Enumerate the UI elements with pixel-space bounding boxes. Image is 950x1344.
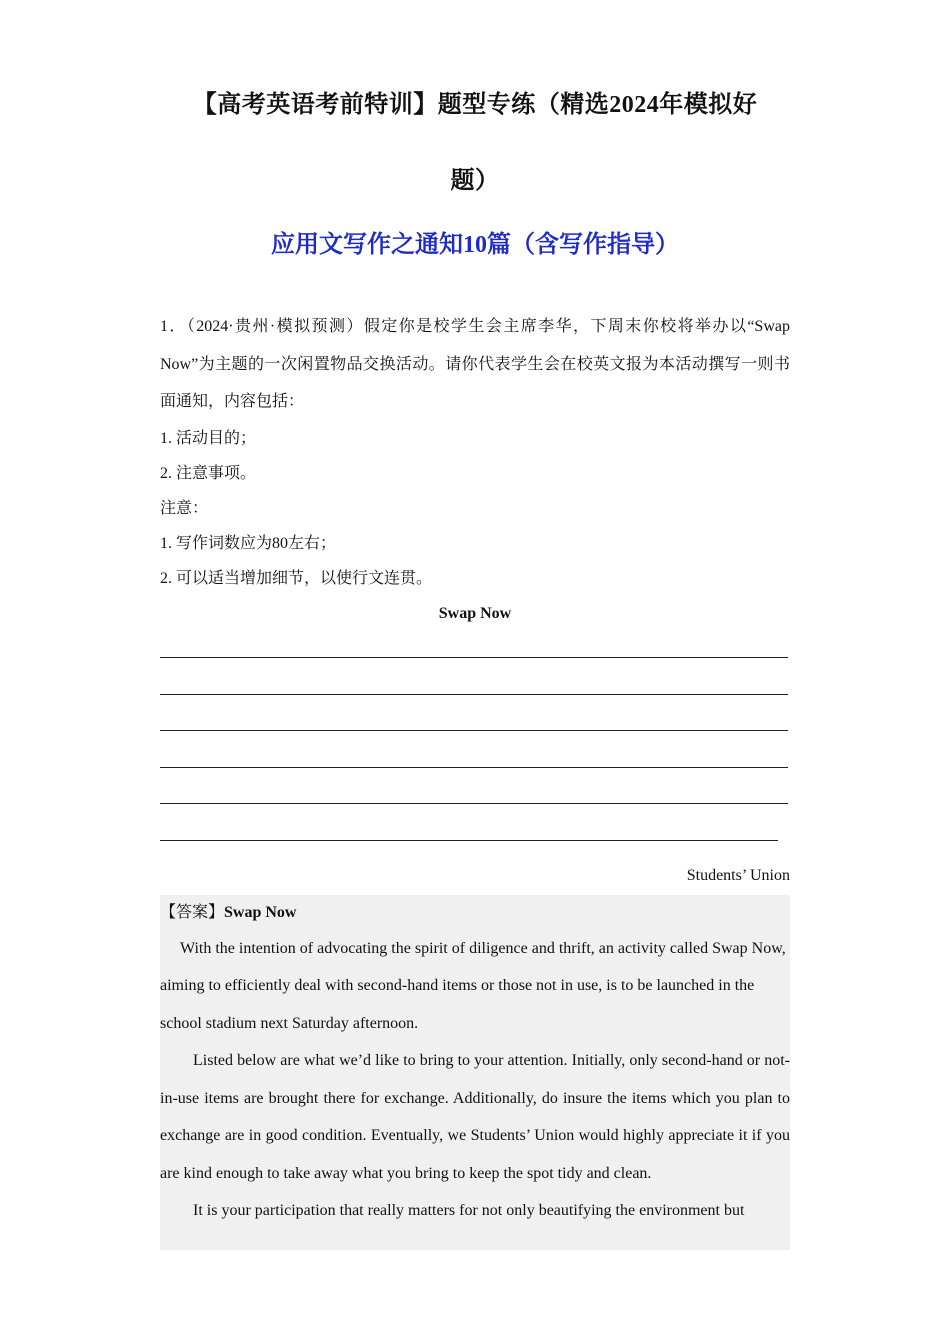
writing-line xyxy=(160,631,790,668)
signature: Students’ Union xyxy=(686,866,790,884)
writing-line xyxy=(160,667,790,704)
answer-heading xyxy=(160,895,790,930)
content-point-1: 1. 活动目的； xyxy=(160,429,257,447)
note-1: 1. 写作词数应为80左右； xyxy=(160,534,337,552)
writing-line xyxy=(160,777,790,814)
notes-label: 注意： xyxy=(160,499,209,517)
main-title-line-2: 题） xyxy=(450,168,500,194)
essay-title: Swap Now xyxy=(438,604,512,622)
answer-title: Swap Now xyxy=(224,903,297,921)
writing-line xyxy=(160,740,790,777)
answer-paragraph-2: Listed below are what we’d like to bring to your attention. Initially, only second-hand or not-in-use items are brought there for exchange. Additionally, do insure the items which you plan to exchange are in good condition. Eventually, we Students’ Union would highly appreciate it if you are kind enough to take away what you bring to keep the spot tidy and clean. xyxy=(160,1052,790,1182)
answer-paragraph-1: With the intention of advocating the spirit of diligence and thrift, an activity called Swap Now, aiming to efficiently deal with second-hand items or those not in use, is to be launched in the school stadium next Saturday afternoon. xyxy=(160,939,786,1032)
answer-label: 【答案】 xyxy=(160,903,225,921)
question-content xyxy=(160,308,790,1250)
content-point-2: 2. 注意事项。 xyxy=(160,464,257,482)
note-2: 2. 可以适当增加细节，以使行文连贯。 xyxy=(160,569,433,587)
question-prompt: 1．（2024·贵州·模拟预测）假定你是校学生会主席李华，下周末你校将举办以“Swap Now”为主题的一次闲置物品交换活动。请你代表学生会在校英文报为本活动撰写一则书面通知，内容包括： xyxy=(160,318,790,410)
answer-box xyxy=(160,895,790,1250)
writing-line xyxy=(160,813,790,850)
subtitle: 应用文写作之通知10篇（含写作指导） xyxy=(271,232,679,258)
writing-line xyxy=(160,704,790,741)
answer-paragraph-3: It is your participation that really matters for not only beautifying the environment but xyxy=(193,1202,745,1219)
main-title-line-1: 【高考英语考前特训】题型专练（精选2024年模拟好 xyxy=(192,92,758,118)
